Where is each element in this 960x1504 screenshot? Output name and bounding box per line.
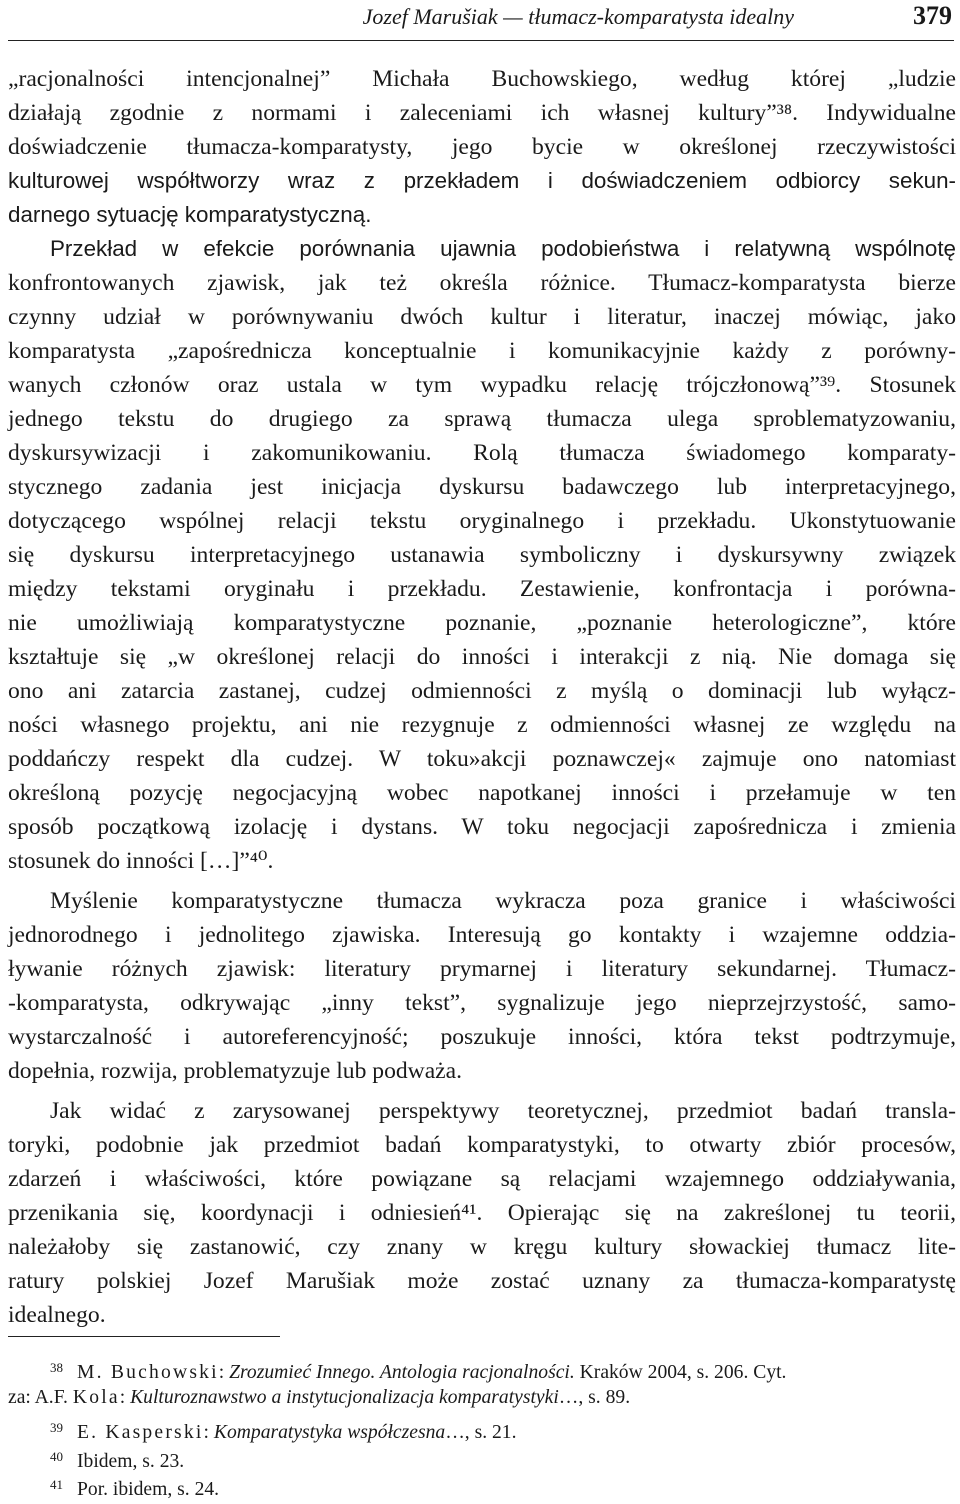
- text-line: działają zgodnie z normami i zaleceniami ich własnej kultury”³⁸. Indywidualne: [8, 100, 956, 126]
- footnote-separator: [8, 1336, 280, 1337]
- text-line: ływanie różnych zjawisk: literatury prymarnej i literatury sekundarnej. Tłumacz-: [8, 956, 956, 982]
- text-line: dopełnia, rozwija, problematyzuje lub podważa.: [8, 1058, 463, 1084]
- text-line: stycznego zadania jest inicjacja dyskursu badawczego lub interpretacyjnego,: [8, 474, 956, 500]
- text-line: Myślenie komparatystyczne tłumacza wykracza poza granice i właściwości: [50, 888, 956, 914]
- footnote-author: Kola: [72, 1387, 120, 1408]
- footnote-40: [50, 1443, 956, 1471]
- text-line: idealnego.: [8, 1302, 106, 1328]
- text-line: nie umożliwiają komparatystyczne poznanie, „poznanie heterologiczne”, które: [8, 610, 956, 636]
- text-line: „racjonalności intencjonalnej” Michała Buchowskiego, według której „ludzie: [8, 66, 956, 92]
- footnote-text: Por. ibidem, s. 24.: [77, 1479, 220, 1500]
- text-line: stosunek do inności […]”⁴⁰.: [8, 848, 274, 874]
- text-line: wystarczalność i autoreferencyjność; poszukuje inności, która tekst podtrzymuje,: [8, 1024, 956, 1050]
- footnote-text: Ibidem, s. 23.: [77, 1451, 185, 1472]
- text-line: określoną pozycję negocjacyjną wobec napotkanej inności i przełamuje w ten: [8, 780, 956, 806]
- footnote-38-continued: za: A.F. Kola: Kulturoznawstwo a instytucjonalizacja komparatystyki…, s. 89.: [8, 1387, 631, 1408]
- text-line: jednego tekstu do drugiego za sprawą tłumacza ulega sproblematyzowaniu,: [8, 406, 956, 432]
- footnote-text: Kraków 2004, s. 206. Cyt.: [579, 1362, 787, 1383]
- footnote-title: Komparatystyka współczesna: [213, 1422, 446, 1443]
- text-line: zdarzeń i właściwości, które powiązane są relacjami wzajemnego oddziaływania,: [8, 1166, 956, 1192]
- text-line: toryki, podobnie jak przedmiot badań komparatystyki, to otwarty zbiór procesów,: [8, 1132, 956, 1158]
- text-line: między tekstami oryginału i przekładu. Zestawienie, konfrontacja i porówna-: [8, 576, 956, 602]
- text-line: poddańczy respekt dla cudzej. W toku»akcji poznawczej« zajmuje ono natomiast: [8, 746, 956, 772]
- text-line: ności własnego projektu, ani nie rezygnuje z odmienności własnej ze względu na: [8, 712, 956, 738]
- text-line: kształtuje się „w określonej relacji do inności i interakcji z nią. Nie domaga się: [8, 644, 956, 670]
- text-line: komparatysta „zapośrednicza konceptualnie i komunikacyjnie każdy z porówny-: [8, 338, 956, 364]
- footnote-text: …, s. 21.: [445, 1422, 517, 1443]
- text-line: ono ani zatarcia zastanej, cudzej odmienności z myślą o dominacji lub wyłącz-: [8, 678, 956, 704]
- footnote-41: [50, 1471, 956, 1499]
- text-line: konfrontowanych zjawisk, jak też określa różnice. Tłumacz-komparatysta bierze: [8, 270, 956, 296]
- text-line: czynny udział w porównywaniu dwóch kultur i literatur, inaczej mówiąc, jako: [8, 304, 956, 330]
- text-line: dotyczącego wspólnej relacji tekstu oryginalnego i przekładu. Ukonstytuowanie: [8, 508, 956, 534]
- footnote-title: Kulturoznawstwo a instytucjonalizacja komparatystyki: [130, 1387, 559, 1408]
- text-line: -komparatysta, odkrywając „inny tekst”, sygnalizuje jego nieprzejrzystość, samo-: [8, 990, 956, 1016]
- text-line: należałoby się zastanowić, czy znany w kręgu kultury słowackiej tłumacz lite-: [8, 1234, 956, 1260]
- footnote-title: Zrozumieć Innego. Antologia racjonalności.: [229, 1362, 575, 1383]
- text-line: doświadczenie tłumacza-komparatysty, jego bycie w określonej rzeczywistości: [8, 134, 956, 160]
- page-number: 379: [913, 1, 952, 30]
- footnote-38: $^{38}$ M. Buchowski: Zrozumieć Innego. Antologia racjonalności. Kraków 2004, s. 206. Cyt.: [50, 1360, 787, 1383]
- text-line: się dyskursu interpretacyjnego ustanawia symboliczny i dyskursywny związek: [8, 542, 956, 568]
- text-line: jednorodnego i jednolitego zjawiska. Interesują go kontakty i wzajemne oddzia-: [8, 922, 956, 948]
- text-line: sposób początkową izolację i dystans. W toku negocjacji zapośrednicza i zmienia: [8, 814, 956, 840]
- text-line: darnego sytuację komparatystyczną.: [8, 202, 372, 227]
- footnote-number: 40: [50, 1449, 63, 1464]
- footnote-number: 41: [50, 1477, 63, 1492]
- footnote-text: …, s. 89.: [558, 1387, 631, 1408]
- text-line: ratury polskiej Jozef Marušiak może zostać uznany za tłumacza-komparatystę: [8, 1268, 956, 1294]
- text-line: przenikania się, koordynacji i odniesień⁴¹. Opierając się na zakreślonej tu teorii,: [8, 1200, 956, 1226]
- running-header: [8, 0, 954, 41]
- text-line: wanych członów oraz ustala w tym wypadku relację trójczłonową”³⁹. Stosunek: [8, 372, 956, 398]
- running-title: Jozef Marušiak — tłumacz-komparatysta idealny: [362, 4, 794, 29]
- footnote-number: 39: [50, 1420, 63, 1435]
- footnote-author: M. Buchowski: [77, 1362, 219, 1383]
- footnote-number: 38: [50, 1360, 63, 1375]
- footnote-text: za: A.F.: [8, 1387, 68, 1408]
- text-line: kulturowej współtworzy wraz z przekładem i doświadczeniem odbiorcy sekun-: [8, 168, 956, 193]
- footnote-author: E. Kasperski: [77, 1422, 204, 1443]
- text-line: Jak widać z zarysowanej perspektywy teoretycznej, przedmiot badań transla-: [50, 1098, 956, 1124]
- text-line: dyskursywizacji i zakomunikowaniu. Rolą tłumacza świadomego komparaty-: [8, 440, 956, 466]
- footnote-39: $^{39}$ E. Kasperski: Komparatystyka współczesna…, s. 21.: [50, 1420, 517, 1443]
- text-line: Przekład w efekcie porównania ujawnia podobieństwa i relatywną wspólnotę: [50, 236, 956, 261]
